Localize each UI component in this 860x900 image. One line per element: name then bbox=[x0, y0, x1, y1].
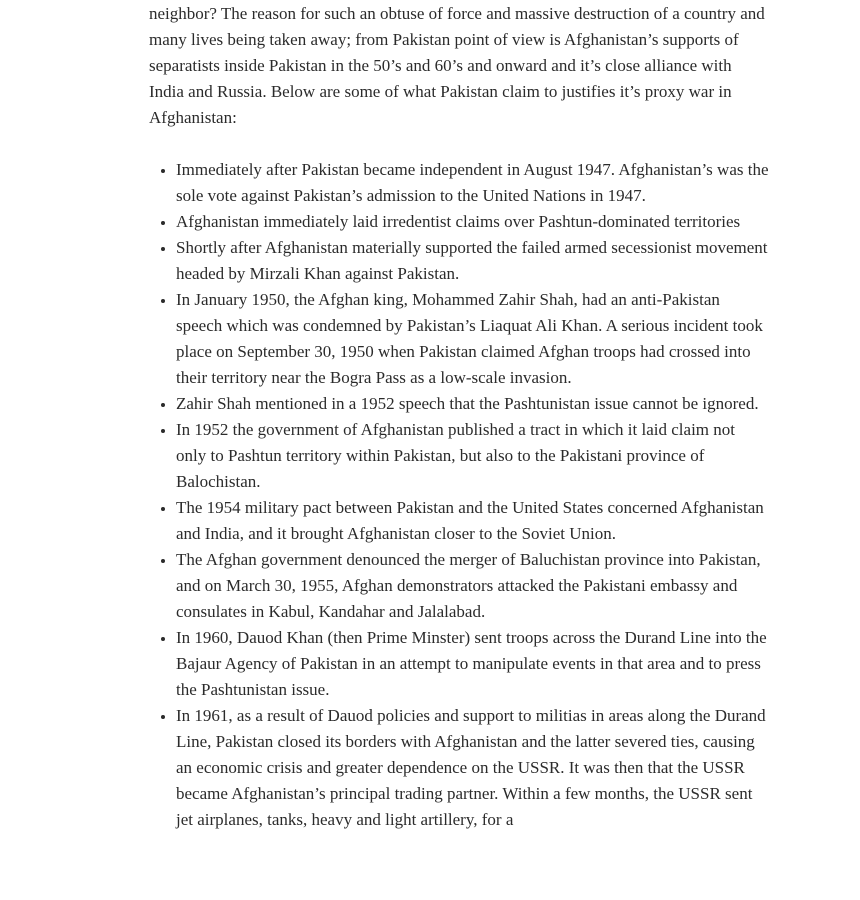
list-item: • The Afghan government denounced the merger of Baluchistan province into Pakistan, and on March 30, 1955, Afghan demonstrators attacked the Pakistani embassy and consulates in Kabul, Kandahar and Jalalabad. bbox=[176, 547, 769, 625]
list-item: • Shortly after Afghanistan materially supported the failed armed secessionist movement headed by Mirzali Khan against Pakistan. bbox=[176, 235, 769, 287]
claims-list bbox=[149, 157, 769, 833]
list-item: • In 1960, Dauod Khan (then Prime Minster) sent troops across the Durand Line into the Bajaur Agency of Pakistan in an attempt to manipulate events in that area and to press the Pashtunistan issue. bbox=[176, 625, 769, 703]
list-item: • In 1952 the government of Afghanistan published a tract in which it laid claim not only to Pashtun territory within Pakistan, but also to the Pakistani province of Balochistan. bbox=[176, 417, 769, 495]
list-item: • In January 1950, the Afghan king, Mohammed Zahir Shah, had an anti-Pakistan speech which was condemned by Pakistan’s Liaquat Ali Khan. A serious incident took place on September 30, 1950 when Pakistan claimed Afghan troops had crossed into their territory near the Bogra Pass as a low-scale invasion. bbox=[176, 287, 769, 391]
list-item: • Immediately after Pakistan became independent in August 1947. Afghanistan’s was the sole vote against Pakistan’s admission to the United Nations in 1947. bbox=[176, 157, 769, 209]
list-item: • In 1961, as a result of Dauod policies and support to militias in areas along the Durand Line, Pakistan closed its borders with Afghanistan and the latter severed ties, causing an economic crisis and greater dependence on the USSR. It was then that the USSR became Afghanistan’s principal trading partner. Within a few months, the USSR sent jet airplanes, tanks, heavy and light artillery, for a bbox=[176, 703, 769, 833]
list-item: • Zahir Shah mentioned in a 1952 speech that the Pashtunistan issue cannot be ignored. bbox=[176, 391, 769, 417]
intro-paragraph: neighbor? The reason for such an obtuse of force and massive destruction of a country and many lives being taken away; from Pakistan point of view is Afghanistan’s supports of separatists inside Pakistan in the 50’s and 60’s and onward and it’s close alliance with India and Russia. Below are some of what Pakistan claim to justifies it’s proxy war in Afghanistan: bbox=[149, 4, 765, 127]
list-item: • Afghanistan immediately laid irredentist claims over Pashtun-dominated territories bbox=[176, 209, 769, 235]
article-body bbox=[149, 1, 769, 833]
list-item: • The 1954 military pact between Pakistan and the United States concerned Afghanistan and India, and it brought Afghanistan closer to the Soviet Union. bbox=[176, 495, 769, 547]
